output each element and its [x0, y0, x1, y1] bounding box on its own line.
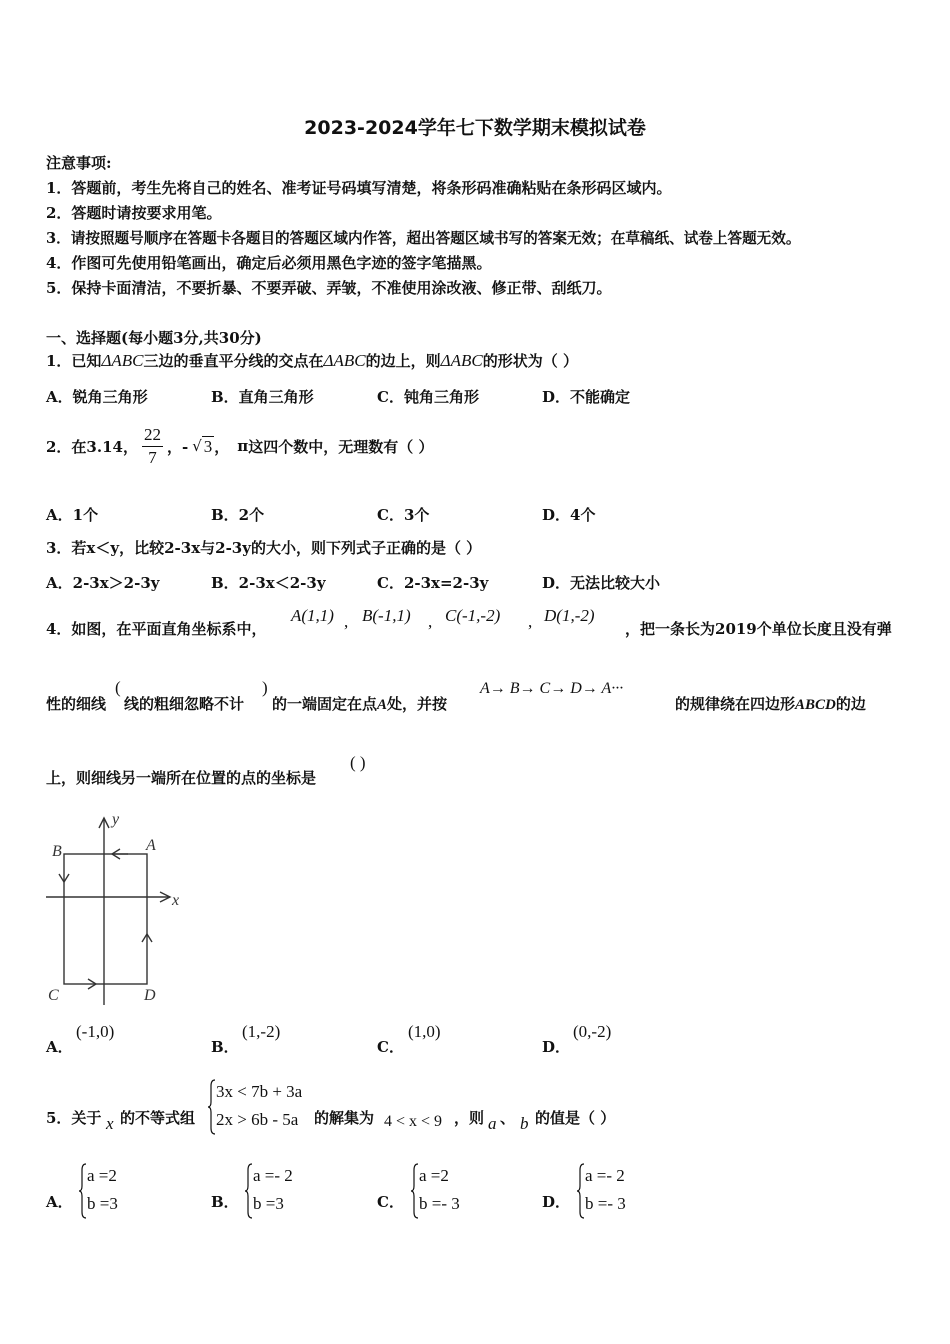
rectangle-abcd — [64, 854, 147, 984]
q4-option-c: C． — [377, 1038, 404, 1056]
inequality-system: 3x < 7b + 3a 2x > 6b - 5a — [207, 1078, 302, 1134]
coordinate-figure — [44, 810, 194, 1010]
q2-option-c: C．3个 — [377, 506, 430, 524]
q1-option-b: B．直角三角形 — [211, 388, 314, 406]
question-5: 5．关于 — [46, 1109, 102, 1127]
label-b: B — [52, 843, 62, 860]
label-y: y — [112, 811, 120, 828]
page-title: 2023-2024学年七下数学期末模拟试卷 — [304, 117, 646, 139]
point-b-coord: B(-1,1) — [362, 606, 411, 625]
q5-option-d: D． — [542, 1193, 571, 1211]
notice-item: 2．答题时请按要求用笔。 — [46, 204, 222, 222]
q3-option-d: D．无法比较大小 — [542, 574, 661, 592]
brace-icon — [576, 1162, 586, 1220]
q5-option-c: C． — [377, 1193, 404, 1211]
section-heading: 一、选择题(每小题3分,共30分) — [46, 329, 262, 347]
q2-option-a: A．1个 — [46, 506, 99, 524]
brace-icon — [78, 1162, 88, 1220]
q1-option-c: C．钝角三角形 — [377, 388, 479, 406]
notice-heading: 注意事项: — [46, 154, 112, 172]
q2-option-b: B．2个 — [211, 506, 265, 524]
point-c-coord: C(-1,-2) — [445, 606, 501, 625]
question-4: 4．如图，在平面直角坐标系中， — [46, 620, 267, 638]
q4-option-d: D． — [542, 1038, 571, 1056]
fraction-22-7: $\frac{22}{7}$ — [143, 424, 161, 467]
q4-option-a: A． — [46, 1038, 73, 1056]
brace-icon — [207, 1078, 217, 1136]
point-d-coord: D(1,-2) — [544, 606, 595, 625]
brace-icon — [244, 1162, 254, 1220]
q3-option-c: C．2-3x=2-3y — [377, 574, 489, 592]
q5-option-b: B． — [211, 1193, 239, 1211]
question-3: 3．若x＜y，比较2-3x与2-3y的大小，则下列式子正确的是（ ） — [46, 539, 482, 557]
q4-option-b: B． — [211, 1038, 239, 1056]
q2-option-d: D．4个 — [542, 506, 596, 524]
notice-item: 3．请按照题号顺序在答题卡各题目的答题区域内作答，超出答题区域书写的答案无效；在草稿纸、试卷上答题无效。 — [46, 230, 801, 247]
q1-option-d: D．不能确定 — [542, 388, 631, 406]
question-2: 2．在3.14， $\frac{22}{7}$ ，- √ 3 ， π 这四个数中，无理数有（ ） — [46, 424, 434, 467]
label-d: D — [144, 987, 156, 1004]
question-1: 1．已知ΔABC三边的垂直平分线的交点在ΔABC的边上，则ΔABC的形状为（ ） — [46, 351, 578, 370]
sequence-expression: A→ B→ C→ D→ A··· — [480, 680, 624, 697]
point-a-coord: A(1,1) — [291, 606, 334, 625]
answer-blank: ( ) — [350, 753, 366, 772]
label-a: A — [146, 837, 156, 854]
q5-option-a: A． — [46, 1193, 73, 1211]
brace-icon — [410, 1162, 420, 1220]
notice-item: 1．答题前，考生先将自己的姓名、准考证号码填写清楚，将条形码准确粘贴在条形码区域内。 — [46, 179, 672, 197]
q3-option-a: A．2-3x＞2-3y — [46, 574, 160, 592]
label-c: C — [48, 987, 59, 1004]
q1-option-a: A．锐角三角形 — [46, 388, 148, 406]
question-4-text: ，把一条长为2019个单位长度且没有弹 — [625, 620, 892, 638]
notice-item: 5．保持卡面清洁，不要折暴、不要弄破、弄皱，不准使用涂改液、修正带、刮纸刀。 — [46, 279, 612, 297]
notice-item: 4．作图可先使用铅笔画出，确定后必须用黑色字迹的签字笔描黑。 — [46, 254, 492, 272]
q3-option-b: B．2-3x＜2-3y — [211, 574, 326, 592]
label-x: x — [172, 892, 180, 909]
sqrt-symbol: √ — [192, 437, 202, 455]
